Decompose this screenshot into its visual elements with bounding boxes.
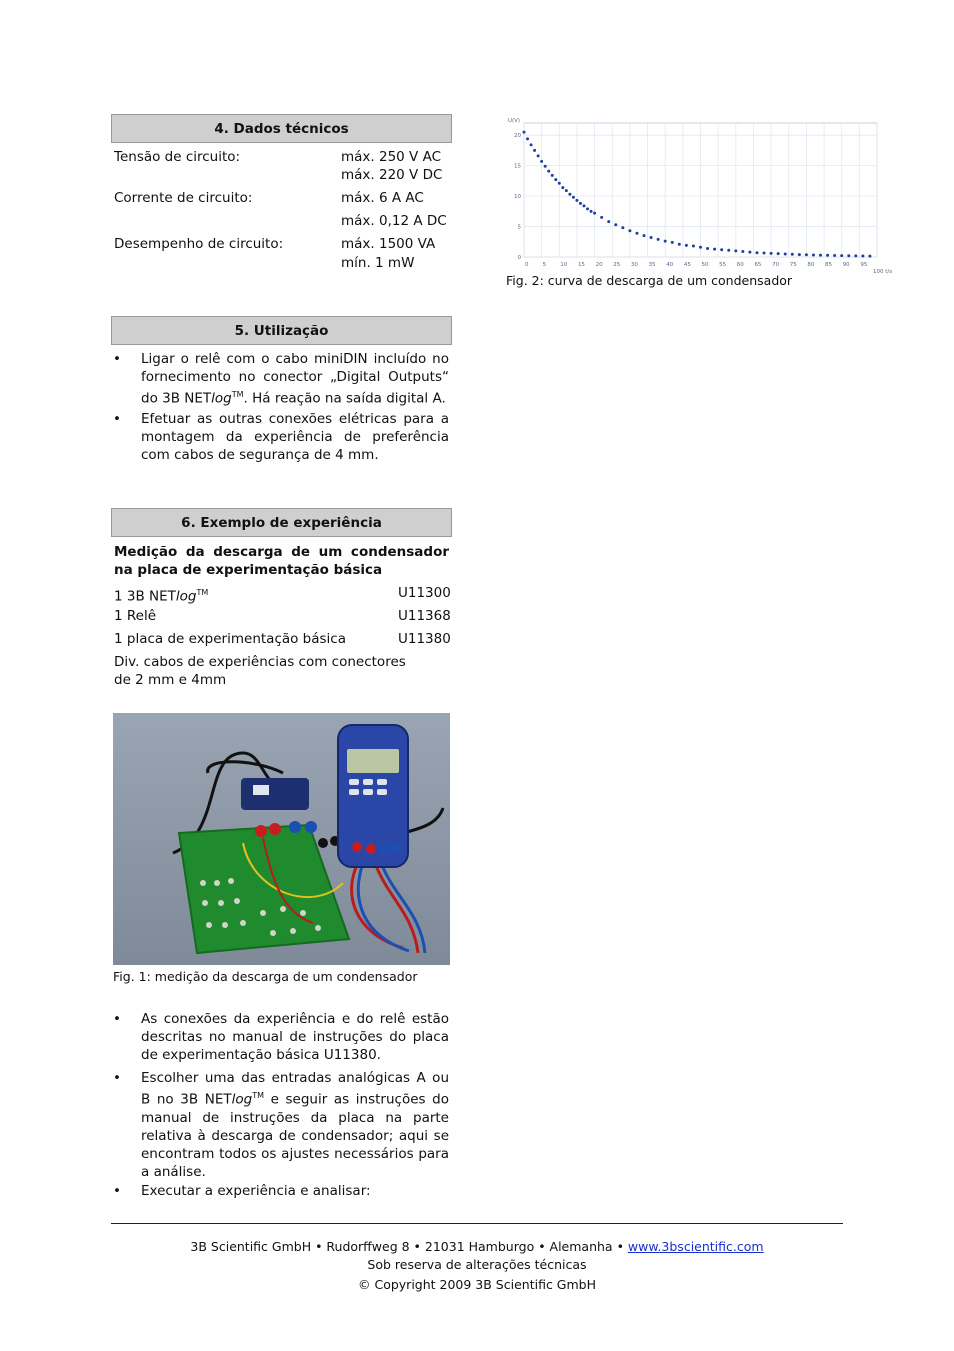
data-point <box>819 254 822 257</box>
bullet-text: Efetuar as outras conexões elétricas para a montagem da experiência de preferência com cabos de segurança de 4 mm. <box>141 411 449 463</box>
y-tick-label: 20 <box>514 133 521 140</box>
x-tick-label: 60 <box>736 262 744 268</box>
data-point <box>727 249 730 252</box>
data-point <box>678 243 681 246</box>
x-tick-label: 20 <box>595 262 603 268</box>
x-tick-label: 80 <box>807 262 815 268</box>
bullet-text: Ligar o relê com o cabo miniDIN incluído no fornecimento no conector „Digital Outputs“ do 3B NETlog™. Há reação na saída digital A. <box>141 351 449 407</box>
data-point <box>590 210 593 213</box>
data-point <box>741 250 744 253</box>
data-point <box>692 245 695 248</box>
tech-label: Tensão de circuito: <box>114 149 241 165</box>
y-tick-label: 0 <box>517 255 521 261</box>
figure-1-caption: Fig. 1: medição da descarga de um condensador <box>113 969 418 984</box>
experiment-photo-image <box>113 713 450 965</box>
y-tick-label: 5 <box>517 224 521 231</box>
x-tick-label: 45 <box>683 262 691 268</box>
data-point <box>533 149 536 152</box>
list-item <box>113 410 449 466</box>
equipment-code: U11300 <box>398 585 451 601</box>
data-point <box>805 253 808 256</box>
data-point <box>734 249 737 252</box>
data-point <box>770 252 773 255</box>
bullet-icon: • <box>113 1070 121 1086</box>
equipment-code: U11380 <box>398 631 451 647</box>
figure-2-caption: Fig. 2: curva de descarga de um condensador <box>506 273 793 288</box>
x-tick-label: 70 <box>772 262 780 268</box>
data-point <box>798 253 801 256</box>
tech-value: máx. 1500 VA <box>341 236 436 252</box>
data-point <box>575 199 578 202</box>
data-point <box>706 247 709 250</box>
bullet-icon: • <box>113 1183 121 1199</box>
x-tick-label: 50 <box>701 262 709 268</box>
bullet-text: As conexões da experiência e do relê estão descritas no manual de instruções do placa de experimentação básica U11380. <box>141 1011 449 1063</box>
data-point <box>748 251 751 254</box>
data-point <box>593 212 596 215</box>
tech-label: Desempenho de circuito: <box>114 236 284 252</box>
section-heading-text: 6. Exemplo de experiência <box>181 514 382 531</box>
data-point <box>614 223 617 226</box>
bullet-icon: • <box>113 411 121 427</box>
bullet-icon: • <box>113 1011 121 1027</box>
data-point <box>840 254 843 257</box>
data-point <box>523 131 526 134</box>
equipment-name: 1 Relê <box>114 608 157 624</box>
website-link[interactable]: www.3bscientific.com <box>627 1239 764 1254</box>
x-tick-label: 15 <box>577 262 585 268</box>
footer-notice: Sob reserva de alterações técnicas <box>367 1257 587 1272</box>
data-point <box>784 252 787 255</box>
data-point <box>699 246 702 249</box>
data-point <box>833 254 836 257</box>
list-item <box>113 1182 449 1202</box>
data-point <box>657 238 660 241</box>
experiment-photo <box>113 713 450 965</box>
experiment-title: Medição da descarga de um condensador na placa de experimentação básica <box>114 544 449 578</box>
data-point <box>579 202 582 205</box>
data-point <box>763 252 766 255</box>
y-tick-label: 10 <box>514 194 521 201</box>
data-point <box>720 248 723 251</box>
data-point <box>791 253 794 256</box>
tech-value: máx. 220 V DC <box>341 167 443 183</box>
data-point <box>568 193 571 196</box>
footer-copyright: © Copyright 2009 3B Scientific GmbH <box>358 1277 596 1292</box>
data-point <box>551 174 554 177</box>
x-tick-label: 85 <box>825 262 833 268</box>
list-item <box>113 1069 449 1179</box>
cables-note: Div. cabos de experiências com conectores de 2 mm e 4mm <box>114 654 406 688</box>
bullet-icon: • <box>113 351 121 367</box>
data-point <box>540 160 543 163</box>
data-point <box>561 186 564 189</box>
section-heading-text: 5. Utilização <box>234 322 329 339</box>
data-point <box>530 143 533 146</box>
data-point <box>861 254 864 257</box>
x-tick-label: 55 <box>719 262 727 268</box>
data-point <box>650 236 653 239</box>
data-point <box>713 248 716 251</box>
footer-divider <box>111 1223 843 1224</box>
tech-value: máx. 6 A AC <box>341 190 424 206</box>
tech-value: mín. 1 mW <box>341 255 415 271</box>
data-point <box>826 254 829 257</box>
x-axis-label: 100 t/s <box>873 269 893 275</box>
data-point <box>583 204 586 207</box>
data-point <box>685 244 688 247</box>
x-tick-label: 30 <box>630 262 638 268</box>
section-heading-example <box>111 508 452 537</box>
section-heading-usage <box>111 316 452 345</box>
discharge-chart <box>505 115 893 275</box>
data-point <box>558 182 561 185</box>
data-point <box>537 154 540 157</box>
equipment-name: 1 placa de experimentação básica <box>114 631 347 647</box>
data-point <box>544 165 547 168</box>
data-point <box>554 178 557 181</box>
data-point <box>621 226 624 229</box>
data-point <box>868 255 871 258</box>
data-point <box>572 196 575 199</box>
data-point <box>607 220 610 223</box>
y-tick-label: 15 <box>514 163 521 170</box>
section-heading-text: 4. Dados técnicos <box>214 120 349 137</box>
section-heading-technical-data <box>111 114 452 143</box>
list-item <box>113 1010 449 1066</box>
x-tick-label: 25 <box>613 262 621 268</box>
x-tick-label: 10 <box>560 262 568 268</box>
data-point <box>586 207 589 210</box>
x-tick-label: 40 <box>666 262 674 268</box>
data-point <box>664 240 667 243</box>
tech-label: Corrente de circuito: <box>114 190 253 206</box>
data-point <box>671 241 674 244</box>
data-point <box>600 216 603 219</box>
data-point <box>643 234 646 237</box>
data-point <box>526 137 529 140</box>
y-axis-label: U(V) <box>508 118 521 124</box>
x-tick-label: 90 <box>842 262 850 268</box>
list-item <box>113 350 449 406</box>
x-tick-label: 0 <box>525 262 529 268</box>
data-point <box>777 252 780 255</box>
data-point <box>635 232 638 235</box>
equipment-name: 1 3B NETlog™ <box>114 588 209 605</box>
x-tick-label: 35 <box>648 262 656 268</box>
equipment-code: U11368 <box>398 608 451 624</box>
bullet-text: Executar a experiência e analisar: <box>141 1183 371 1199</box>
x-tick-label: 5 <box>542 262 547 268</box>
bullet-text: Escolher uma das entradas analógicas A ou B no 3B NETlog™ e seguir as instruções do manual de instruções da placa na parte relativa à descarga de condensador; aqui se encontram todos os ajustes necessários para a análise. <box>141 1070 449 1180</box>
data-point <box>812 253 815 256</box>
data-point <box>854 254 857 257</box>
data-point <box>628 229 631 232</box>
data-point <box>565 189 568 192</box>
data-point <box>847 254 850 257</box>
x-tick-label: 65 <box>754 262 762 268</box>
tech-value: máx. 0,12 A DC <box>341 213 447 229</box>
data-point <box>547 170 550 173</box>
x-tick-label: 75 <box>789 262 797 268</box>
footer-address: 3B Scientific GmbH • Rudorffweg 8 • 21031 Hamburgo • Alemanha • www.3bscientific.com <box>190 1239 764 1254</box>
data-point <box>755 251 758 254</box>
tech-value: máx. 250 V AC <box>341 149 442 165</box>
x-tick-label: 95 <box>860 262 868 268</box>
